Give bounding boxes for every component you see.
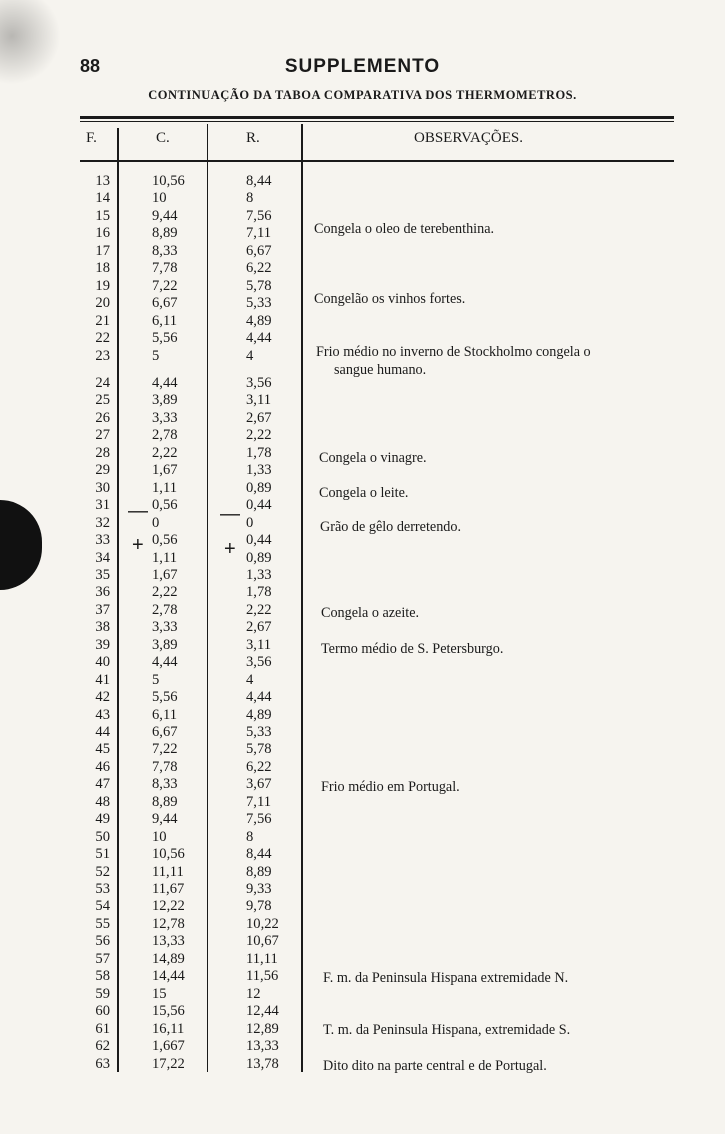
- table-cell-f: 13: [95, 173, 110, 189]
- observation: Congela o vinagre.: [319, 450, 427, 466]
- table-cell-c: 1,667: [152, 1038, 185, 1054]
- table-cell-c: 0: [152, 514, 160, 531]
- table-cell-c: 14,89: [152, 950, 185, 967]
- table-cell-f: 29: [95, 462, 110, 479]
- table-cell-f: 32: [95, 514, 110, 531]
- minus-sign-r: —: [220, 503, 240, 525]
- table-cell-r: 0: [246, 514, 254, 531]
- column-header-f: F.: [86, 130, 97, 146]
- column-header-observacoes: OBSERVAÇÕES.: [414, 130, 523, 146]
- table-cell-r: 0,89: [246, 549, 272, 566]
- table-cell-c: 5,56: [152, 689, 178, 705]
- table-cell-r: 5,78: [246, 741, 272, 758]
- table-cell-r: 12,44: [246, 1003, 279, 1020]
- table-cell-c: 13,33: [152, 933, 185, 950]
- table-cell-r: 4,44: [246, 689, 272, 705]
- table-cell-f: 63: [95, 1055, 110, 1072]
- observation: Congelão os vinhos fortes.: [314, 291, 466, 307]
- observation: Grão de gêlo derretendo.: [320, 519, 462, 535]
- table-cell-f: 55: [95, 915, 110, 932]
- table-cell-r: 2,67: [246, 619, 272, 636]
- table-cell-c: 9,44: [152, 207, 178, 224]
- table-cell-c: 6,11: [152, 312, 177, 329]
- table-cell-c: 1,11: [152, 479, 177, 496]
- table-cell-c: 5,56: [152, 330, 178, 346]
- table-cell-c: 1,67: [152, 462, 178, 479]
- table-cell-r: 0,44: [246, 532, 272, 548]
- table-cell-c: 9,44: [152, 811, 178, 828]
- table-cell-f: 31: [95, 497, 110, 514]
- table-cell-f: 49: [95, 811, 110, 828]
- table-cell-c: 10: [152, 828, 167, 845]
- table-cell-f: 39: [95, 636, 110, 653]
- table-cell-c: 1,67: [152, 566, 178, 583]
- table-cell-c: 5: [152, 347, 160, 364]
- observation: Termo médio de S. Petersburgo.: [321, 641, 504, 657]
- table-cell-f: 21: [95, 312, 110, 329]
- table-cell-f: 26: [95, 409, 110, 426]
- table-cell-c: 0,56: [152, 497, 178, 514]
- table-cell-c: 0,56: [152, 532, 178, 548]
- table-cell-r: 13,33: [246, 1038, 279, 1054]
- observation: Congela o leite.: [319, 485, 409, 501]
- table-cell-f: 41: [95, 671, 110, 688]
- table-cell-r: 0,44: [246, 497, 272, 514]
- table-cell-c: 10,56: [152, 846, 185, 863]
- table-cell-r: 8,44: [246, 173, 272, 189]
- table-cell-r: 10,22: [246, 915, 279, 932]
- top-rule-thin: [80, 121, 674, 122]
- header-bottom-rule: [80, 160, 674, 162]
- table-cell-r: 7,56: [246, 811, 272, 828]
- observation: sangue humano.: [334, 362, 427, 378]
- table-cell-r: 6,22: [246, 758, 272, 775]
- plus-sign-c: +: [132, 534, 144, 556]
- table-cell-r: 11,56: [246, 968, 279, 985]
- observation: Congela o oleo de terebenthina.: [314, 221, 495, 237]
- table-cell-f: 58: [95, 968, 110, 985]
- table-cell-f: 43: [95, 706, 110, 723]
- table-cell-c: 5: [152, 671, 160, 688]
- table-cell-f: 37: [95, 601, 110, 618]
- table-cell-r: 12: [246, 985, 261, 1002]
- table-cell-f: 35: [95, 566, 110, 583]
- table-cell-c: 3,33: [152, 619, 178, 636]
- table-cell-f: 50: [95, 828, 110, 845]
- table-cell-r: 6,67: [246, 242, 272, 259]
- observation: Frio médio em Portugal.: [321, 779, 460, 795]
- table-cell-r: 8: [246, 190, 254, 207]
- table-cell-f: 40: [95, 654, 110, 671]
- table-cell-c: 3,33: [152, 409, 178, 426]
- table-cell-r: 3,56: [246, 374, 272, 391]
- table-cell-r: 7,11: [246, 225, 271, 242]
- table-cell-r: 10,67: [246, 933, 279, 950]
- table-cell-r: 1,33: [246, 462, 272, 479]
- column-header-r: R.: [246, 130, 260, 146]
- table-cell-r: 2,22: [246, 601, 272, 618]
- table-cell-c: 11,11: [152, 863, 184, 880]
- column-divider-f-c: [117, 128, 119, 1072]
- table-cell-c: 7,78: [152, 758, 178, 775]
- page-number: 88: [80, 56, 101, 76]
- table-cell-c: 7,78: [152, 260, 178, 277]
- table-cell-c: 6,67: [152, 295, 178, 312]
- table-cell-c: 10: [152, 190, 167, 207]
- table-cell-f: 44: [95, 723, 110, 740]
- table-cell-c: 2,22: [152, 444, 178, 461]
- table-cell-f: 28: [95, 444, 110, 461]
- table-cell-f: 54: [95, 898, 110, 915]
- table-cell-c: 16,11: [152, 1020, 185, 1037]
- table-cell-r: 1,78: [246, 584, 272, 601]
- table-cell-f: 36: [95, 584, 110, 601]
- table-cell-f: 15: [95, 207, 110, 224]
- page-title: SUPPLEMENTO: [284, 56, 441, 77]
- table-cell-f: 62: [95, 1038, 110, 1054]
- table-cell-c: 3,89: [152, 636, 178, 653]
- table-cell-r: 4: [246, 671, 254, 688]
- table-subtitle: CONTINUAÇÃO DA TABOA COMPARATIVA DOS THERMOMETROS.: [148, 88, 577, 102]
- table-cell-f: 45: [95, 741, 110, 758]
- table-cell-f: 51: [95, 846, 110, 863]
- table-cell-r: 9,33: [246, 881, 272, 897]
- table-cell-f: 25: [95, 392, 110, 409]
- table-cell-r: 5,33: [246, 723, 272, 740]
- table-cell-r: 8: [246, 828, 254, 845]
- table-cell-c: 15: [152, 985, 167, 1002]
- table-cell-f: 47: [95, 776, 110, 793]
- table-cell-f: 24: [95, 374, 110, 391]
- table-cell-r: 1,33: [246, 566, 272, 583]
- table-cell-f: 27: [95, 427, 110, 444]
- binding-shadow: [0, 500, 42, 590]
- table-cell-f: 59: [95, 985, 110, 1002]
- table-cell-r: 3,11: [246, 392, 271, 409]
- table-cell-c: 3,89: [152, 392, 178, 409]
- table-cell-f: 18: [95, 260, 110, 277]
- minus-sign-c: —: [128, 500, 148, 522]
- table-cell-c: 6,11: [152, 706, 177, 723]
- table-cell-f: 52: [95, 863, 110, 880]
- table-cell-r: 13,78: [246, 1055, 279, 1072]
- table-cell-r: 3,11: [246, 636, 271, 653]
- table-cell-f: 16: [95, 225, 110, 242]
- observation: Congela o azeite.: [321, 605, 420, 621]
- table-cell-c: 8,33: [152, 776, 178, 793]
- table-cell-c: 2,78: [152, 427, 178, 444]
- table-cell-c: 12,78: [152, 915, 185, 932]
- table-cell-f: 22: [95, 330, 110, 346]
- table-cell-c: 2,22: [152, 584, 178, 601]
- table-cell-c: 17,22: [152, 1055, 185, 1072]
- table-cell-r: 3,67: [246, 776, 272, 793]
- table-cell-c: 12,22: [152, 898, 185, 915]
- observation: T. m. da Peninsula Hispana, extremidade S.: [323, 1022, 571, 1038]
- table-cell-r: 2,22: [246, 427, 272, 444]
- table-cell-c: 1,11: [152, 549, 177, 566]
- table-cell-r: 8,44: [246, 846, 272, 863]
- table-cell-f: 23: [95, 347, 110, 364]
- table-cell-c: 10,56: [152, 173, 185, 189]
- table-cell-c: 8,33: [152, 242, 178, 259]
- table-cell-f: 30: [95, 479, 110, 496]
- observation: Frio médio no inverno de Stockholmo congela o: [316, 344, 591, 360]
- table-cell-r: 0,89: [246, 479, 272, 496]
- table-cell-r: 5,78: [246, 277, 272, 294]
- table-cell-c: 2,78: [152, 601, 178, 618]
- table-cell-r: 5,33: [246, 295, 272, 312]
- plus-sign-r: +: [224, 538, 236, 560]
- table-cell-c: 7,22: [152, 741, 178, 758]
- table-cell-f: 17: [95, 242, 110, 259]
- table-cell-c: 15,56: [152, 1003, 185, 1020]
- table-cell-r: 4: [246, 347, 254, 364]
- table-cell-r: 11,11: [246, 950, 278, 967]
- table-cell-f: 57: [95, 950, 110, 967]
- table-cell-r: 4,89: [246, 706, 272, 723]
- column-header-c: C.: [156, 130, 170, 146]
- table-cell-f: 53: [95, 881, 110, 897]
- table-cell-f: 61: [95, 1020, 110, 1037]
- observation: F. m. da Peninsula Hispana extremidade N.: [323, 970, 569, 986]
- table-cell-r: 7,11: [246, 793, 271, 810]
- table-cell-r: 2,67: [246, 409, 272, 426]
- table-cell-c: 4,44: [152, 374, 178, 391]
- table-cell-r: 8,89: [246, 863, 272, 880]
- table-cell-r: 4,89: [246, 312, 272, 329]
- table-cell-f: 56: [95, 933, 110, 950]
- table-cell-r: 1,78: [246, 444, 272, 461]
- table-cell-f: 60: [95, 1003, 110, 1020]
- table-cell-c: 6,67: [152, 723, 178, 740]
- table-cell-f: 19: [95, 277, 110, 294]
- observation: Dito dito na parte central e de Portugal.: [323, 1058, 547, 1074]
- table-cell-f: 48: [95, 793, 110, 810]
- table-cell-f: 34: [95, 549, 110, 566]
- table-cell-f: 38: [95, 619, 110, 636]
- table-cell-f: 20: [95, 295, 110, 312]
- table-cell-c: 11,67: [152, 881, 185, 897]
- table-cell-c: 8,89: [152, 793, 178, 810]
- table-cell-c: 14,44: [152, 968, 185, 985]
- table-cell-c: 7,22: [152, 277, 178, 294]
- table-cell-c: 4,44: [152, 654, 178, 671]
- table-cell-r: 4,44: [246, 330, 272, 346]
- table-cell-f: 14: [95, 190, 110, 207]
- table-cell-f: 33: [95, 532, 110, 548]
- table-cell-r: 3,56: [246, 654, 272, 671]
- table-cell-r: 6,22: [246, 260, 272, 277]
- table-cell-f: 42: [95, 689, 110, 705]
- table-cell-c: 8,89: [152, 225, 178, 242]
- table-cell-r: 9,78: [246, 898, 272, 915]
- table-cell-f: 46: [95, 758, 110, 775]
- table-cell-r: 7,56: [246, 207, 272, 224]
- table-cell-r: 12,89: [246, 1020, 279, 1037]
- top-rule: [80, 116, 674, 119]
